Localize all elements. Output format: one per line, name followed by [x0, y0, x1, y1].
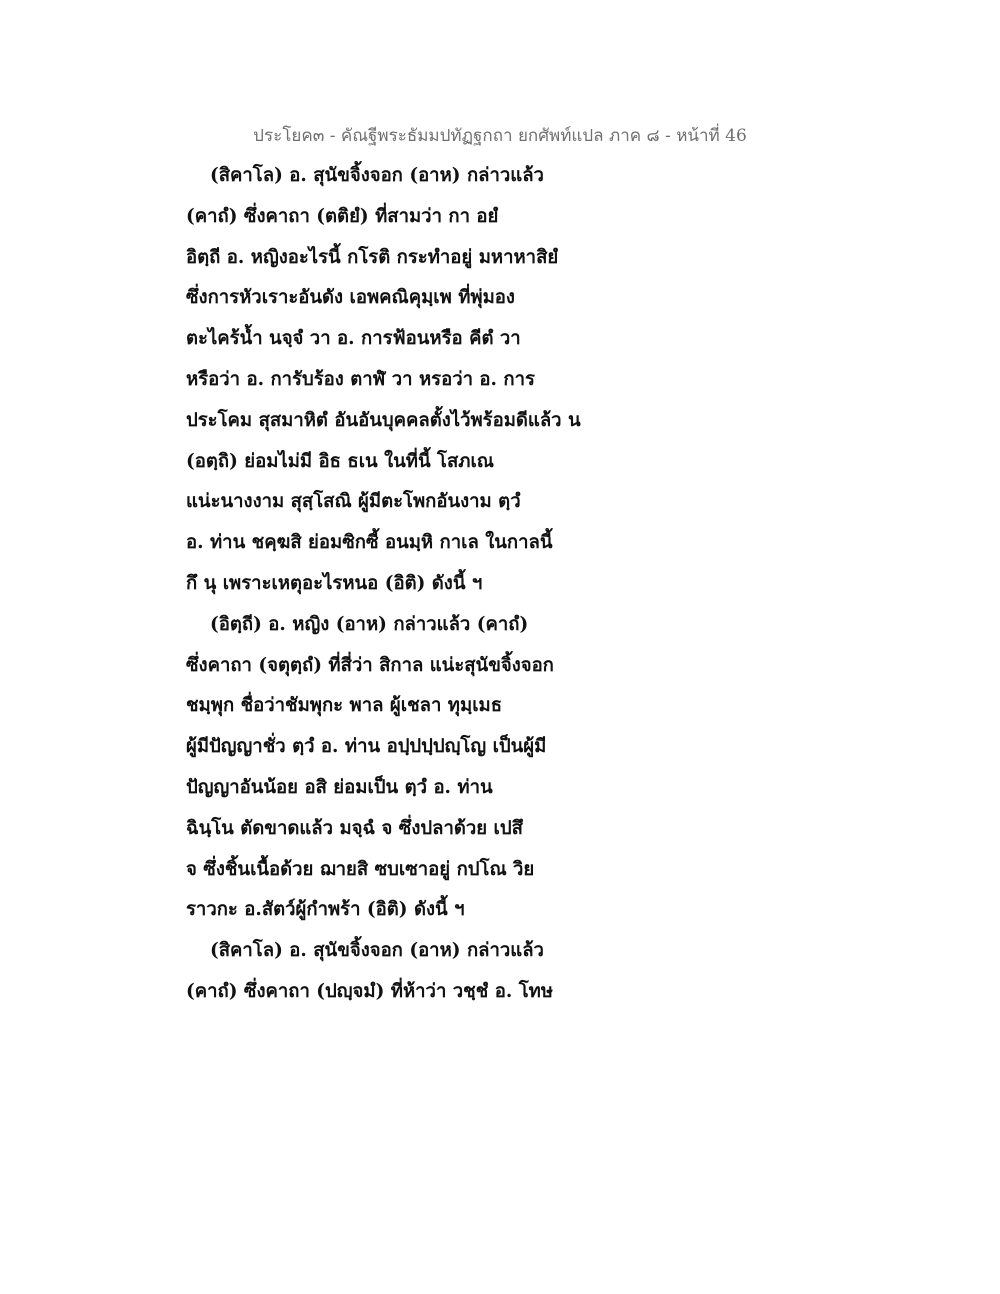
body-text: [186, 158, 806, 1015]
text-line: แน่ะนางงาม สุสฺโสณิ ผู้มีตะโพกอันงาม ตฺวํ: [186, 491, 521, 513]
text-line: (อตฺถิ) ย่อมไม่มี อิธ ธเน ในที่นี้ โสภเณ: [186, 450, 494, 472]
text-line: (สิคาโล) อ. สุนัขจิ้งจอก (อาห) กล่าวแล้ว: [210, 165, 544, 186]
text-line: หรือว่า อ. การับร้อง ตาฬํ วา หรอว่า อ. การ: [186, 368, 535, 390]
text-line: อิตฺถี อ. หญิงอะไรนี้ กโรติ กระทำอยู่ มหาหาสิยํ: [186, 246, 559, 268]
text-line: (สิคาโล) อ. สุนัขจิ้งจอก (อาห) กล่าวแล้ว: [210, 940, 544, 962]
text-line: ซึ่งการหัวเราะอันดัง เอพคณิคุมฺเพ ที่พุ่มอง: [186, 287, 515, 309]
text-line: ตะไคร้น้ำ นจฺจํ วา อ. การฟ้อนหรือ คีตํ วา: [186, 328, 521, 350]
text-line: ฉินฺโน ตัดขาดแล้ว มจฺฉํ จ ซึ่งปลาด้วย เปสึ: [186, 817, 523, 839]
text-line: ปัญญาอันน้อย อสิ ย่อมเป็น ตฺวํ อ. ท่าน: [186, 776, 493, 798]
text-line: (อิตฺถี) อ. หญิง (อาห) กล่าวแล้ว (คาถํ): [210, 613, 529, 635]
text-line: ผู้มีปัญญาชั่ว ตฺวํ อ. ท่าน อปฺปปฺปญฺโญ เป็นผู้มี: [186, 736, 547, 758]
text-line: ซึ่งคาถา (จตุตฺถํ) ที่สี่ว่า สิกาล แน่ะสุนัขจิ้งจอก: [186, 654, 554, 676]
text-line: ราวกะ อ.สัตว์ผู้กำพร้า (อิติ) ดังนี้ ฯ: [186, 899, 465, 921]
page-header: ประโยค๓ - คัณฐีพระธัมมปทัฏฐกถา ยกศัพท์แปล ภาค ๘ - หน้าที่ 46: [253, 126, 747, 146]
text-line: ประโคม สุสมาหิตํ อันอันบุคคลตั้งไว้พร้อมดีแล้ว น: [186, 409, 581, 431]
text-line: ชมฺพุก ชื่อว่าชัมพุกะ พาล ผู้เชลา ทุมฺเมธ: [186, 695, 502, 717]
text-line: (คาถํ) ซึ่งคาถา (ปญฺจมํ) ที่ห้าว่า วชฺชํ อ. โทษ: [186, 980, 554, 1002]
text-line: อ. ท่าน ชคฺฆสิ ย่อมซิกซี้ อนมฺหิ กาเล ในกาลนี้: [186, 532, 553, 554]
text-line: กึ นุ เพราะเหตุอะไรหนอ (อิติ) ดังนี้ ฯ: [186, 572, 483, 594]
text-line: (คาถํ) ซึ่งคาถา (ตติยํ) ที่สามว่า กา อยํ: [186, 205, 499, 227]
text-line: จ ซึ่งชิ้นเนื้อด้วย ฌายสิ ซบเซาอยู่ กปโณ วิย: [186, 858, 535, 880]
